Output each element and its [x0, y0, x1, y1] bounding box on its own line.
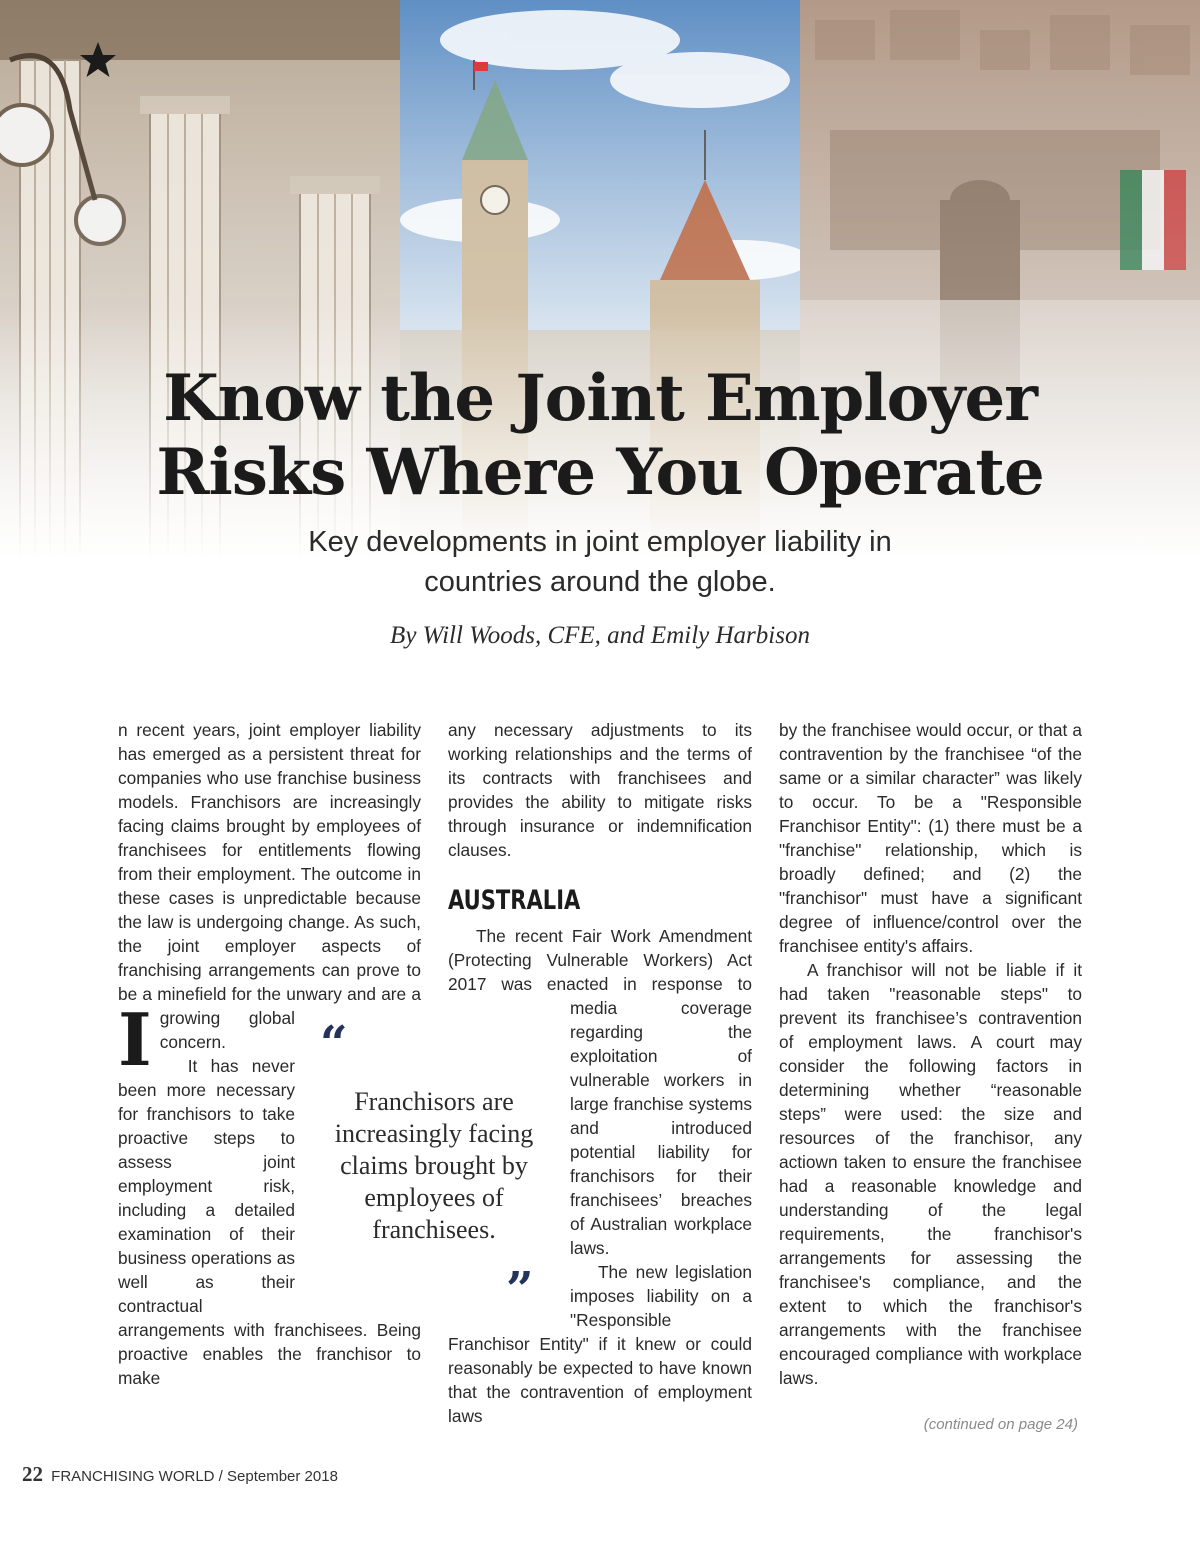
pull-quote: Franchisors are increasingly facing claims brought by employees of franchisees.	[334, 1087, 534, 1244]
body-paragraph	[118, 718, 421, 1082]
body-paragraph: by the franchisee would occur, or that a contravention by the franchisee “of the same or a similar character” was likely to occur. To be a "Responsible Franchisor Entity": (1) there must be a "franchise" relationship, which is broadly defined; and (2) the "franchisor" must have a significant degree of influence/control over the franchisee entity's affairs.	[779, 720, 1082, 956]
open-quote-icon: “	[320, 1016, 348, 1072]
star-icon	[78, 40, 118, 80]
page-number: 22	[22, 1462, 43, 1486]
publication-info: FRANCHISING WORLD / September 2018	[51, 1468, 338, 1485]
subtitle-line-2: countries around the globe.	[424, 566, 776, 598]
body-paragraph: The recent Fair Work Amendment (Protecting Vulnerable Workers) Act 2017 was enacted in response to media coverage regarding the exploitation of vulnerable workers in large franchise systems and introduced potential liability for franchisors for their franchisees’ breaches of Australian workplace laws.	[448, 926, 752, 1258]
continued-note: (continued on page 24)	[923, 1416, 1078, 1433]
body-paragraph: A franchisor will not be liable if it had taken "reasonable steps" to prevent its franchisee’s contravention of employment laws. A court may consider the following factors in determining whether “reasonable steps” were used: the size and resources of the franchisor, any actiown taken to ensure the franchisee had a reasonable knowledge and understanding of the legal requirements, the franchisor's arrangements for assessing the franchisee's compliance, and the extent to which the franchisor's arrangements with the franchisee encouraged compliance with workplace laws.	[779, 960, 1082, 1388]
body-column-1	[118, 718, 421, 1390]
drop-cap: I	[118, 997, 152, 1082]
section-heading: AUSTRALIA	[448, 885, 581, 916]
page-footer	[22, 1462, 338, 1487]
body-paragraph: The new legislation imposes liability on a "Responsible Franchisor Entity" if it knew or could reasonably be expected to have known that the contravention of employment laws	[448, 1262, 752, 1426]
close-quote-icon: ”	[506, 1262, 534, 1318]
body-column-3	[779, 718, 1082, 1390]
body-paragraph: It has never been more necessary for franchisors to take proactive steps to assess joint employment risk, including a detailed examination of their business operations as well as their contractual arrangements with franchisees. Being proactive enables the franchisor to make	[118, 1056, 421, 1388]
paragraph-text: n recent years, joint employer liability has emerged as a persistent threat for companies who use franchise business models. Franchisors are increasingly facing claims brought by employees of franchisees for entitlements flowing from their employment. The outcome in these cases is unpredictable because the law is undergoing change. As such, the joint employer aspects of franchising arrangements can prove to be a minefield for the unwary and are a growing global concern.	[118, 720, 421, 1052]
title-line-2: Risks Where You Operate	[156, 435, 1044, 510]
title-line-1: Know the Joint Employer	[163, 361, 1037, 436]
byline: By Will Woods, CFE, and Emily Harbison	[390, 622, 810, 649]
article-subtitle	[200, 522, 1000, 602]
article-title	[0, 362, 1200, 510]
body-paragraph: any necessary adjustments to its working relationships and the terms of its contracts with franchisees and provides the ability to mitigate risks through insurance or indemnification clauses.	[448, 720, 752, 860]
body-column-2	[448, 718, 752, 1428]
subtitle-line-1: Key developments in joint employer liability in	[308, 526, 892, 558]
